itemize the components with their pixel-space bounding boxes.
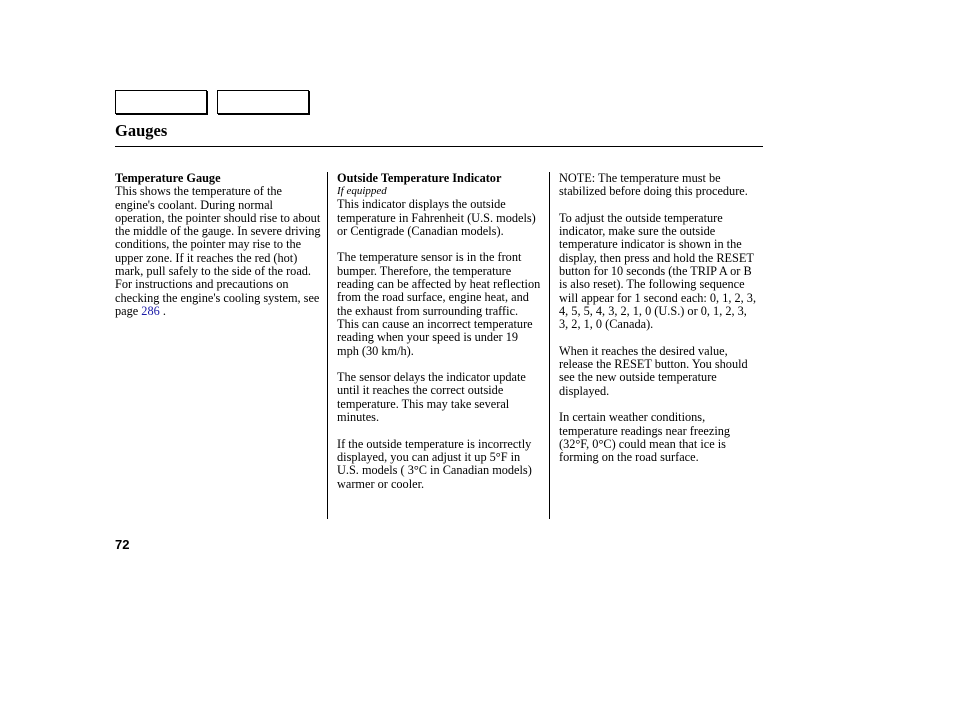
outside-temp-paragraph-1: This indicator displays the outside temperature in Fahrenheit (U.S. models) or Centigrade (Canadian models). — [337, 197, 536, 238]
page-number: 72 — [115, 537, 130, 552]
column-temperature-gauge — [115, 172, 321, 318]
column-divider-2 — [549, 172, 550, 519]
adjust-paragraph: To adjust the outside temperature indicator, make sure the outside temperature indicator is shown in the display, then press and hold the RESET button for 10 seconds (the TRIP A or B is also reset). The following sequence will appear for 1 second each: 0, 1, 2, 3, 4, 5, 5, 4, 3, 2, 1, 0 (U.S.) or 0, 1, 2, 3, 3, 2, 1, 0 (Canada). — [559, 210, 757, 332]
temperature-gauge-heading: Temperature Gauge — [115, 171, 221, 185]
temperature-gauge-text — [115, 185, 321, 318]
column-divider-1 — [327, 172, 328, 519]
outside-temp-paragraph-4: If the outside temperature is incorrectly displayed, you can adjust it up 5°F in U.S. models ( 3°C in Canadian models) warmer or cooler. — [337, 436, 532, 491]
temperature-gauge-body: This shows the temperature of the engine's coolant. During normal operation, the pointer should rise to about the middle of the gauge. In severe driving conditions, the pointer may rise to the upper zone. If it reaches the red (hot) mark, pull safely to the side of the road. For instructions and precautions on checking the engine's cooling system, see page — [115, 184, 321, 318]
note-paragraph: NOTE: The temperature must be stabilized before doing this procedure. — [559, 171, 748, 199]
page-link-286[interactable]: 286 — [141, 303, 160, 318]
outside-temp-heading: Outside Temperature Indicator — [337, 171, 502, 185]
nav-button-left[interactable] — [115, 90, 207, 114]
section-title: Gauges — [115, 121, 168, 140]
nav-button-right[interactable] — [217, 90, 309, 114]
temperature-gauge-tail: . — [159, 303, 166, 318]
release-paragraph: When it reaches the desired value, release the RESET button. You should see the new outside temperature displayed. — [559, 343, 748, 398]
outside-temp-paragraph-3: The sensor delays the indicator update until it reaches the correct outside temperature. This may take several minutes. — [337, 370, 526, 425]
if-equipped-note: If equipped — [337, 185, 387, 198]
title-rule — [115, 146, 763, 147]
weather-paragraph: In certain weather conditions, temperature readings near freezing (32°F, 0°C) could mean that ice is forming on the road surface. — [559, 410, 731, 465]
column-outside-temperature — [337, 172, 542, 504]
column-adjust-procedure — [559, 172, 759, 478]
outside-temp-paragraph-2: The temperature sensor is in the front bumper. Therefore, the temperature reading can be affected by heat reflection from the road surface, engine heat, and the exhaust from surrounding traffic. This can cause an incorrect temperature reading when your speed is under 19 mph (30 km/h). — [337, 250, 541, 358]
